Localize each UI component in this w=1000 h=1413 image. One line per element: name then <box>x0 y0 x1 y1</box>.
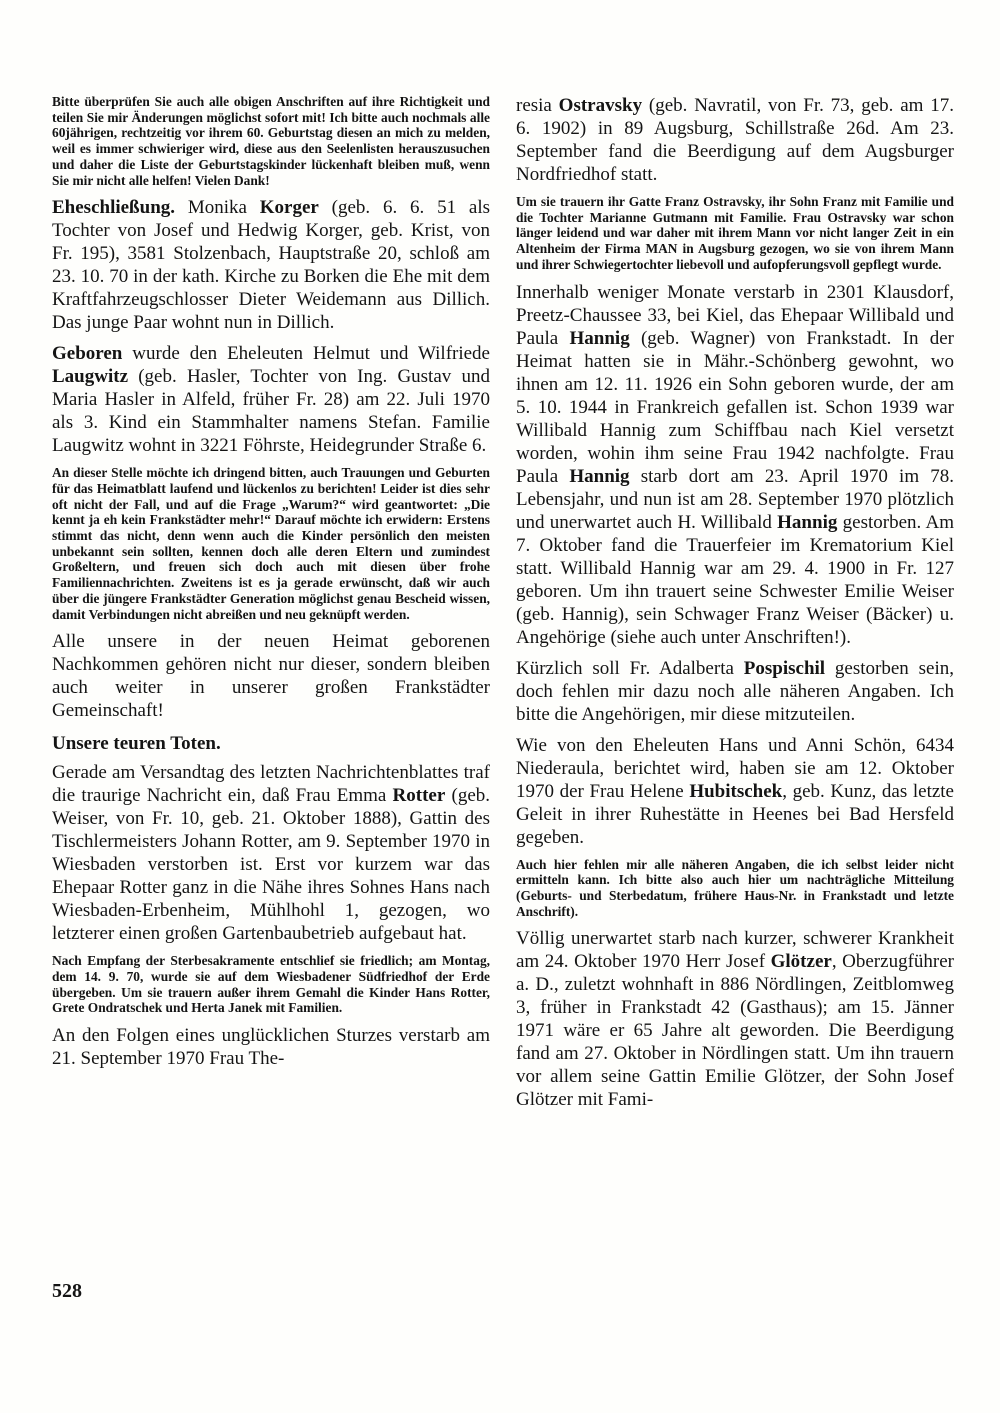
paragraph-pospischil-obituary <box>516 657 954 726</box>
paragraph-ostravsky-mourners: Um sie trauern ihr Gatte Franz Ostravsky, ihr Sohn Franz mit Familie und die Tochter Marianne Gutmann mit Familie. Frau Ostravsky war schon länger leidend und war daher mit ihrem Mann vor nicht langer Zeit in ein Altenheim der Firma MAN in Augsburg gezogen, wo sie von ihrem Mann und ihrer Schwiegertochter liebevoll und aufopferungsvoll gepflegt wurde. <box>516 194 954 272</box>
section-heading-deaths: Unsere teuren Toten. <box>52 733 221 755</box>
paragraph-birth <box>52 342 490 457</box>
right-column <box>516 94 954 1119</box>
paragraph-address-notice: Bitte überprüfen Sie auch alle obigen Anschriften auf ihre Richtigkeit und teilen Sie mir Änderungen möglichst sofort mit! Ich bitte auch nochmals alle 60jährigen, rechtzeitig vor ihrem 60. Geburtstag diesen an mich zu melden, weil es immer schwieriger wird, diese aus den Seelenlisten herauszusuchen und daher die Liste der Geburtstagskinder lückenhaft bleiben muß, wenn Sie mir nicht alle helfen! Vielen Dank! <box>52 94 490 188</box>
paragraph-hubitschek-note: Auch hier fehlen mir alle näheren Angaben, die ich selbst leider nicht ermitteln kann. Ich bitte also auch hier um nachträgliche Mitteilung (Geburts- und Sterbedatum, frühere Haus-Nr. in Frankstadt und letzte Anschrift). <box>516 856 954 919</box>
birth-text: wurde den Eheleuten Helmut und Wilfriede <box>122 343 490 365</box>
pospischil-surname: Pospischil <box>743 657 826 679</box>
page-number: 528 <box>52 1280 82 1302</box>
paragraph-rotter-obituary <box>52 761 490 945</box>
hubitschek-text: Wie von den Eheleuten Hans und Anni Schön, 6434 Niederaula, berichtet wird, haben sie am 12. Oktober 1970 der Frau Helene <box>516 734 954 802</box>
marriage-text-rest: (geb. 6. 6. 51 als Tochter von Josef und Hedwig Korger, geb. Krist, von Fr. 195), 3581 Stolzenbach, Hauptstraße 20, schloß am 23. 10. 70 in der kath. Kirche zu Borken die Ehe mit dem Kraftfahrzeugschlosser Dieter Weidemann aus Dillich. Das junge Paar wohnt nun in Dillich. <box>52 197 490 334</box>
gloetzer-surname: Glötzer <box>770 951 832 973</box>
hannig-surname-3: Hannig <box>777 511 838 533</box>
paragraph-hannig-obituary <box>516 281 954 649</box>
rotter-surname: Rotter <box>392 785 446 807</box>
rotter-text-rest: (geb. Weiser, von Fr. 10, geb. 21. Oktober 1888), Gattin des Tischlermeisters Johann Rotter, am 9. September 1970 in Wiesbaden verstorben ist. Erst vor kurzem war das Ehepaar Rotter ganz in die Nähe ihres Sohnes Hans nach Wiesbaden-Erbenheim, Mühlhohl 1, gezogen, wo letzterer einen großen Gartenbaubetrieb aufgebaut hat. <box>52 785 491 945</box>
hubitschek-text-rest: , geb. Kunz, das letzte Geleit in ihrer Ruhestätte in Heenes bei Bad Hersfeld gegeben. <box>516 780 954 848</box>
paragraph-reporting-appeal: An dieser Stelle möchte ich dringend bitten, auch Trauungen und Geburten für das Heimatblatt laufend und lückenlos zu berichten! Leider ist dies sehr oft nicht der Fall, und auf die Frage „Warum?“ wird geantwortet: „Die kennt ja eh kein Frankstädter mehr!“ Darauf möchte ich erwidern: Erstens stimmt das nicht, denn wenn auch die Kinder persönlich den meisten unbekannt sein sollten, kennen doch alle deren Eltern und zumindest Großeltern, und freuen sich doch auch mit diesen über frohe Familiennachrichten. Zweitens ist es ja gerade erwünscht, daß wir auch über die jüngere Frankstädter Generation möglichst genau Bescheid wissen, damit Verbindungen nicht abreißen und neu geknüpft werden. <box>52 465 490 622</box>
paragraph-rotter-mourners: Nach Empfang der Sterbesakramente entschlief sie friedlich; am Montag, dem 14. 9. 70, wurde sie auf dem Wiesbadener Südfriedhof der Erde übergeben. Um sie trauern außer ihrem Gemahl die Kinder Hans Rotter, Grete Ondratschek und Herta Janek mit Familien. <box>52 953 490 1016</box>
gloetzer-text-rest: , Oberzugführer a. D., zuletzt wohnhaft in 886 Nördlingen, Zeitblomweg 3, früher in Frankstadt 42 (Gasthaus); am 15. Jänner 1971 wäre er 65 Jahre alt geworden. Die Beerdigung fand am 27. Oktober in Nördlingen statt. Um ihn trauern vor allem seine Gattin Emilie Glötzer, der Sohn Josef Glötzer mit Fami- <box>516 951 954 1111</box>
marriage-text: Monika <box>175 197 260 219</box>
hannig-surname-2: Hannig <box>569 465 630 487</box>
hannig-text-1: Innerhalb weniger Monate verstarb in 2301 Klausdorf, Preetz-Chaussee 33, bei Kiel, das Ehepaar Willibald und Paula <box>516 281 954 349</box>
paragraph-marriage <box>52 196 490 334</box>
paragraph-ostravsky-obituary <box>516 94 954 186</box>
ostravsky-text: resia <box>516 95 559 116</box>
ostravsky-text-rest: (geb. Navratil, von Fr. 73, geb. am 17. 6. 1902) in 89 Augsburg, Schillstraße 26d. Am 23. September fand die Beerdigung auf dem Augsburger Nordfriedhof statt. <box>516 95 954 185</box>
paragraph-community: Alle unsere in der neuen Heimat geborenen Nachkommen gehören nicht nur dieser, sondern bleiben auch weiter in unserer großen Frankstädter Gemeinschaft! <box>52 631 490 722</box>
hannig-text-3: starb dort am 23. April 1970 im 78. Lebensjahr, und nun ist am 28. September 1970 plötzlich und unerwartet auch H. Willibald <box>516 465 954 533</box>
hubitschek-surname: Hubitschek <box>689 780 783 802</box>
pospischil-text: Kürzlich soll Fr. Adalberta <box>516 657 744 679</box>
marriage-lead: Eheschließung. <box>52 197 176 219</box>
hannig-text-4: gestorben. Am 7. Oktober fand die Trauerfeier im Krematorium Kiel statt. Willibald Hannig war am 29. 4. 1900 in Fr. 127 geboren. Um ihn trauert seine Schwester Emilie Weiser (geb. Hannig), sein Schwager Franz Weiser (Bäcker) u. Angehörige (siehe auch unter Anschriften!). <box>516 511 954 648</box>
paragraph-hubitschek-obituary <box>516 734 954 849</box>
birth-surname: Laugwitz <box>52 366 128 388</box>
ostravsky-surname: Ostravsky <box>558 95 643 116</box>
hannig-text-2: (geb. Wagner) von Frankstadt. In der Heimat hatten sie in Mähr.-Schönberg gewohnt, wo ihnen am 12. 11. 1926 ein Sohn geboren wurde, der am 5. 10. 1944 in Frankreich gefallen ist. Schon 1939 war Willibald Hannig zum Schiffbau nach Kiel versetzt worden, wohin ihm seine Frau 1942 nachfolgte. Frau Paula <box>516 327 954 487</box>
paragraph-gloetzer-obituary <box>516 927 954 1111</box>
birth-lead: Geboren <box>52 343 123 365</box>
left-column <box>52 94 490 1119</box>
marriage-surname: Korger <box>259 197 319 219</box>
pospischil-text-rest: gestorben sein, doch fehlen mir dazu noch alle näheren Angaben. Ich bitte die Angehörigen, mir diese mitzuteilen. <box>516 657 954 725</box>
birth-text-rest: (geb. Hasler, Tochter von Ing. Gustav und Maria Hasler in Alfeld, früher Fr. 28) am 22. Juli 1970 als 3. Kind ein Stammhalter namens Stefan. Familie Laugwitz wohnt in 3221 Föhrste, Heidegrunder Straße 6. <box>52 366 490 457</box>
hannig-surname-1: Hannig <box>569 327 630 349</box>
gloetzer-text: Völlig unerwartet starb nach kurzer, schwerer Krankheit am 24. Oktober 1970 Herr Josef <box>516 928 954 973</box>
paragraph-fall-obituary-start: An den Folgen eines unglücklichen Sturzes verstarb am 21. September 1970 Frau The- <box>52 1025 490 1070</box>
rotter-text: Gerade am Versandtag des letzten Nachrichtenblattes traf die traurige Nachricht ein, daß Frau Emma <box>52 762 490 807</box>
